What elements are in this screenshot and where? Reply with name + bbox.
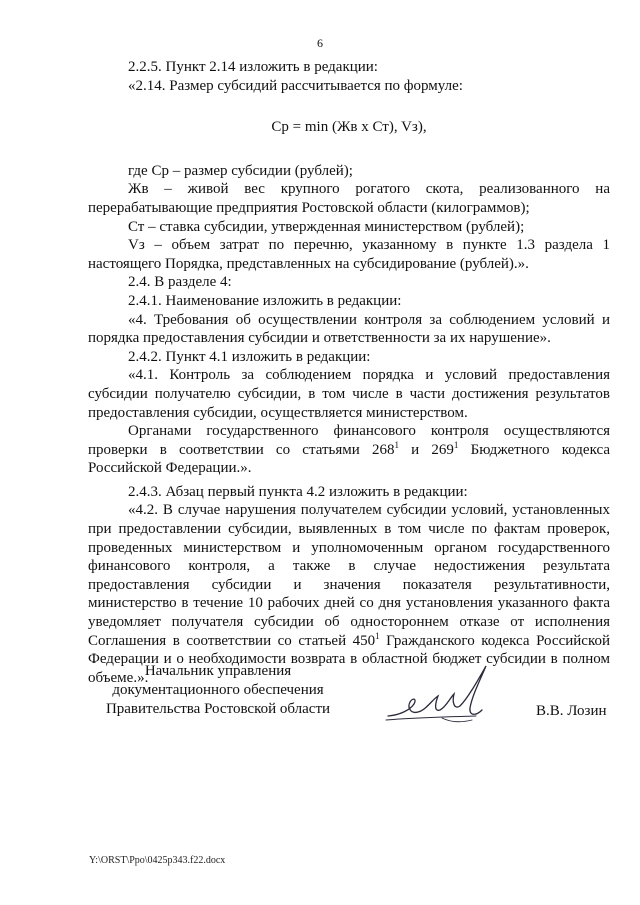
handwritten-signature	[380, 660, 500, 730]
definition-zhv: Жв – живой вес крупного рогатого скота, реализованного на перерабатывающие предприятия Ростовской области (килограммов);	[88, 181, 610, 216]
signatory-name: В.В. Лозин	[536, 703, 607, 719]
paragraph-4-2: «4.2. В случае нарушения получателем субсидии условий, установленных при предоставлении субсидии, выявленных в том числе по фактам проверок, проведенных министерством и уполномоченным органом государственного финансового контроля, а также в случае недостижения результата предоставления субсидии и значения показателя результативности, министерство в течение 10 рабочих дней со дня установления указанного факта уведомляет получателя субсидии об одностороннем отказе от исполнения Соглашения в соответствии со статьей $450^1$ Гражданского кодекса Российской Федерации и о необходимости возврата в областной бюджет субсидии в полном объеме.».	[88, 502, 610, 686]
definition-vz: Vз – объем затрат по перечню, указанному в пункте 1.3 раздела 1 настоящего Порядка, представленных на субсидирование (рублей).».	[88, 237, 610, 272]
paragraph-financial-control: Органами государственного финансового контроля осуществляются проверки в соответствии со статьями $268^1$ и $269^1$ Бюджетного кодекса Российской Федерации.».	[88, 423, 610, 477]
signatory-position-line-1: Начальник управления	[144, 663, 292, 679]
signatory-position	[88, 662, 348, 719]
file-path-footer: Y:\ORST\Ppo\0425p343.f22.docx	[89, 855, 226, 866]
paragraph-4-1: «4.1. Контроль за соблюдением порядка и условий предоставления субсидии получателю субсидии, в том числе в части достижения результатов предоставления субсидии, осуществляется министерством.	[88, 367, 610, 421]
definition-cp: где Ср – размер субсидии (рублей);	[128, 162, 353, 179]
paragraph-2-4-2: 2.4.2. Пункт 4.1 изложить в редакции:	[128, 348, 371, 365]
paragraph-2-14: «2.14. Размер субсидий рассчитывается по формуле:	[128, 77, 463, 94]
paragraph-2-4-3: 2.4.3. Абзац первый пункта 4.2 изложить в редакции:	[128, 483, 468, 500]
paragraph-2-4-1: 2.4.1. Наименование изложить в редакции:	[128, 292, 402, 309]
document-body	[88, 58, 610, 687]
page-number: 6	[317, 36, 323, 50]
signatory-position-line-3: Правительства Ростовской области	[105, 701, 331, 717]
signatory-position-line-2: документационного обеспечения	[112, 682, 324, 698]
section-4-title: «4. Требования об осуществлении контроля за соблюдением условий и порядка предоставления субсидии и ответственности за их нарушение».	[88, 311, 610, 347]
definition-st: Ст – ставка субсидии, утвержденная министерством (рублей);	[128, 218, 525, 235]
paragraph-2-2-5: 2.2.5. Пункт 2.14 изложить в редакции:	[128, 59, 378, 75]
paragraph-2-4: 2.4. В разделе 4:	[128, 274, 232, 291]
subsidy-formula: Ср = min (Жв х Ст), Vз),	[271, 119, 427, 136]
